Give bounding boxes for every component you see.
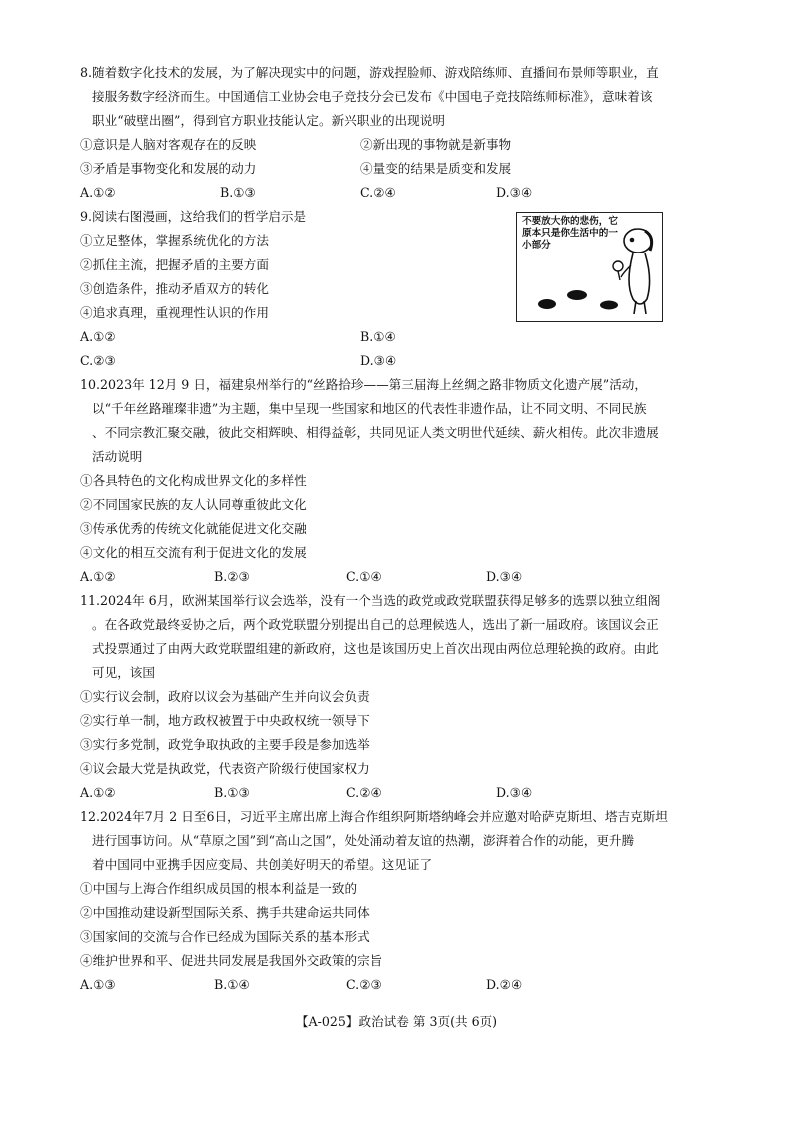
question-stem-line: 可见，该国: [92, 665, 155, 680]
answer-choice-a: A.①②: [80, 329, 116, 344]
question-stem-line: 9.阅读右图漫画，这给我们的哲学启示是: [80, 209, 307, 224]
answer-choice-d: D.③④: [486, 569, 523, 584]
statement-option: ④量变的结果是质变和发展: [360, 161, 512, 176]
statement-option: ④维护世界和平、促进共同发展是我国外交政策的宗旨: [80, 953, 383, 968]
statement-option: ③矛盾是事物变化和发展的动力: [80, 161, 257, 176]
statement-option: ①立足整体，掌握系统优化的方法: [80, 233, 269, 248]
answer-choice-c: C.②④: [346, 785, 382, 800]
statement-option: ④文化的相互交流有利于促进文化的发展: [80, 545, 307, 560]
answer-choice-d: D.②④: [486, 977, 523, 992]
question-stem-line: 着中国同中亚携手因应变局、共创美好明天的希望。这见证了: [92, 857, 433, 872]
answer-choice-d: D.③④: [360, 353, 397, 368]
question-stem-line: 式投票通过了由两大政党联盟组建的新政府，这也是该国历史上首次出现由两位总理轮换的政府。由此: [92, 641, 659, 656]
statement-option: ②中国推动建设新型国际关系、携手共建命运共同体: [80, 905, 370, 920]
question-stem-line: 8.随着数字化技术的发展，为了解决现实中的问题，游戏捏脸师、游戏陪练师、直播间布景师等职业，直: [80, 65, 659, 80]
question-stem-line: 11.2024年 6月，欧洲某国举行议会选举，没有一个当选的政党或政党联盟获得足够多的选票以独立组阁: [80, 593, 661, 608]
answer-choice-c: C.②③: [346, 977, 382, 992]
question-stem-line: 活动说明: [92, 449, 143, 464]
statement-option: ③传承优秀的传统文化就能促进文化交融: [80, 521, 307, 536]
statement-option: ③实行多党制，政党争取执政的主要手段是参加选举: [80, 737, 370, 752]
answer-choice-c: C.②④: [360, 185, 396, 200]
statement-option: ②新出现的事物就是新事物: [360, 137, 512, 152]
question-stem-line: 12.2024年7月 2 日至6日，习近平主席出席上海合作组织阿斯塔纳峰会并应邀对哈萨克斯坦、塔吉克斯坦: [80, 809, 668, 824]
answer-choice-c: C.①④: [346, 569, 382, 584]
answer-choice-a: A.①②: [80, 569, 116, 584]
answer-choice-b: B.①④: [360, 329, 396, 344]
statement-option: ①实行议会制，政府以议会为基础产生并向议会负责: [80, 689, 370, 704]
statement-option: ①各具特色的文化构成世界文化的多样性: [80, 473, 307, 488]
answer-choice-b: B.①④: [214, 977, 250, 992]
question-stem-line: 职业“破壁出圈”，得到官方职业技能认定。新兴职业的出现说明: [92, 113, 445, 128]
question-stem-line: 10.2023年 12月 9 日，福建泉州举行的“丝路拾珍——第三届海上丝绸之路非物质文化遗产展”活动，: [80, 377, 647, 392]
answer-choice-c: C.②③: [80, 353, 116, 368]
question-stem-line: 。在各政党最终妥协之后，两个政党联盟分别提出自己的总理候选人，选出了新一届政府。该国议会正: [92, 617, 659, 632]
statement-option: ③创造条件，推动矛盾双方的转化: [80, 281, 269, 296]
page-footer: 【A-025】政治试卷 第 3页(共 6页): [295, 1014, 498, 1029]
question-stem-line: 接服务数字经济而生。中国通信工业协会电子竞技分会已发布《中国电子竞技陪练师标准》，意味着该: [92, 89, 653, 104]
answer-choice-d: D.③④: [496, 185, 533, 200]
question-stem-line: 进行国事访问。从“草原之国”到“高山之国”，处处涌动着友谊的热潮，澎湃着合作的动能，更升腾: [92, 833, 635, 848]
cartoon-caption: 不要放大你的悲伤，它原本只是你生活中的一小部分: [522, 216, 618, 251]
answer-choice-a: A.①②: [80, 785, 116, 800]
cartoon-drawing: [517, 213, 662, 321]
answer-choice-b: B.②③: [214, 569, 250, 584]
question-stem-line: 以“千年丝路璀璨非遗”为主题，集中呈现一些国家和地区的代表性非遗作品，让不同文明、不同民族: [92, 401, 647, 416]
statement-option: ②不同国家民族的友人认同尊重彼此文化: [80, 497, 307, 512]
answer-choice-b: B.①③: [220, 185, 256, 200]
statement-option: ④追求真理，重视理性认识的作用: [80, 305, 269, 320]
answer-choice-d: D.③④: [496, 785, 533, 800]
statement-option: ①中国与上海合作组织成员国的根本利益是一致的: [80, 881, 358, 896]
question-stem-line: 、不同宗教汇聚交融，彼此交相辉映、相得益彰，共同见证人类文明世代延续、薪火相传。此次非遗展: [92, 425, 659, 440]
cartoon-illustration: [516, 212, 663, 322]
statement-option: ③国家间的交流与合作已经成为国际关系的基本形式: [80, 929, 370, 944]
answer-choice-a: A.①③: [80, 977, 116, 992]
statement-option: ④议会最大党是执政党，代表资产阶级行使国家权力: [80, 761, 370, 776]
statement-option: ②抓住主流，把握矛盾的主要方面: [80, 257, 269, 272]
answer-choice-b: B.①③: [214, 785, 250, 800]
statement-option: ②实行单一制，地方政权被置于中央政权统一领导下: [80, 713, 370, 728]
statement-option: ①意识是人脑对客观存在的反映: [80, 137, 257, 152]
answer-choice-a: A.①②: [80, 185, 116, 200]
